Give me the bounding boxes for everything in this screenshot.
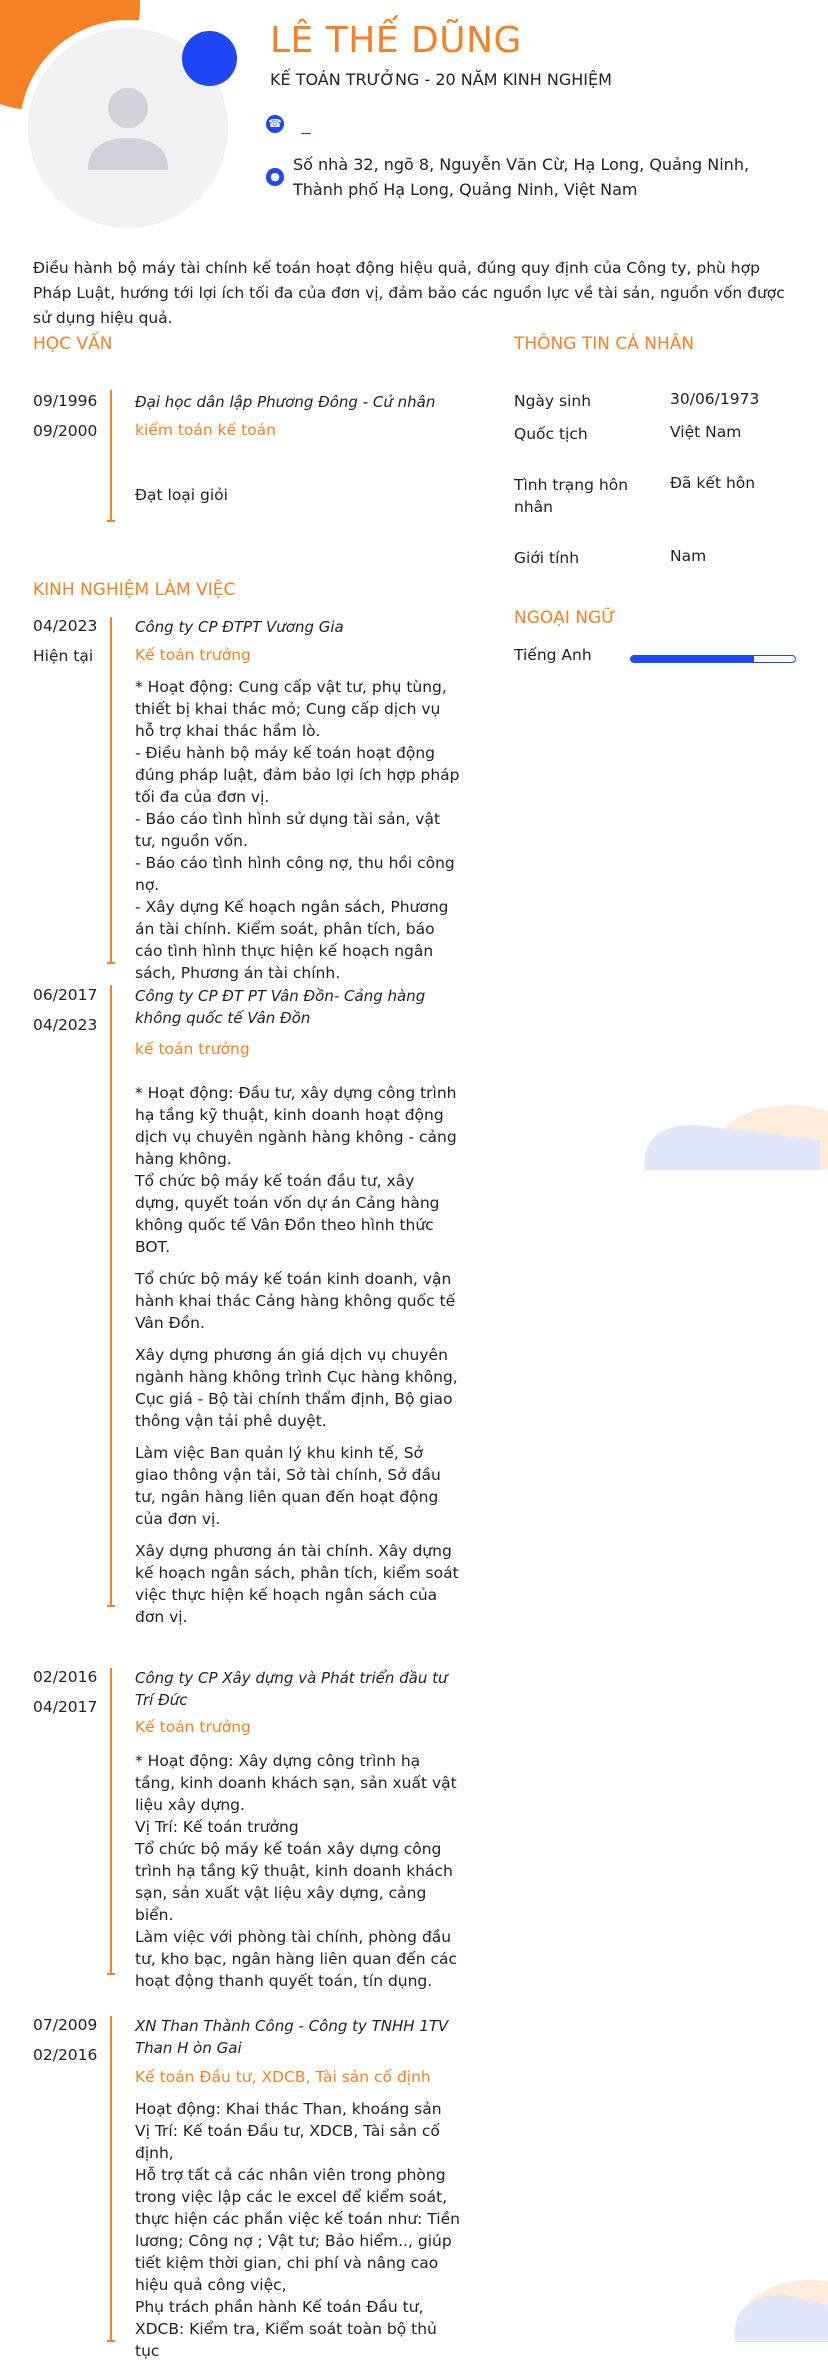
language-name: Tiếng Anh bbox=[514, 646, 592, 664]
info-label-gender: Giới tính bbox=[514, 549, 580, 567]
info-label-birthdate: Ngày sinh bbox=[514, 392, 592, 410]
address: Số nhà 32, ngõ 8, Nguyễn Văn Cừ, Hạ Long, Quảng Ninh, Thành phố Hạ Long, Quảng Ninh, Việt Nam bbox=[293, 155, 750, 199]
job-1-line: - Xây dựng Kế hoạch ngân sách, Phương án tài chính. Kiểm soát, phân tích, báo cáo tình hình thực hiện kế hoạch ngân sách, Phương án tài chính. bbox=[135, 898, 449, 982]
job-4-company: XN Than Thành Công - Công ty TNHH 1TV Than H òn Gai bbox=[135, 2017, 449, 2057]
job-1-start-date: 04/2023 bbox=[33, 617, 98, 635]
info-value-gender: Nam bbox=[670, 547, 707, 565]
info-label-nationality: Quốc tịch bbox=[514, 425, 588, 443]
job-2-paragraph: Làm việc Ban quản lý khu kinh tế, Sở giao thông vận tải, Sở tài chính, Sở đầu tư, ngân hàng liên quan đến hoạt động của đơn vị. bbox=[135, 1444, 441, 1528]
avatar-placeholder-icon bbox=[78, 78, 178, 178]
personal-info-heading: THÔNG TIN CÁ NHÂN bbox=[514, 334, 695, 354]
job-1-line: - Điều hành bộ máy kế toán hoạt động đúng pháp luật, đảm bảo lợi ích hợp pháp tối đa của đơn vị. bbox=[135, 744, 460, 806]
phone-link[interactable] bbox=[301, 133, 311, 134]
job-2-paragraph: Tổ chức bộ máy kế toán kinh doanh, vận hành khai thác Cảng hàng không quốc tế Vân Đồn. bbox=[135, 1270, 456, 1332]
candidate-role: KẾ TOÁN TRƯỞNG - 20 NĂM KINH NGHIỆM bbox=[270, 70, 612, 89]
candidate-name: LÊ THẾ DŨNG bbox=[270, 20, 522, 61]
job-2-timeline bbox=[110, 985, 112, 1605]
job-2-paragraph: Xây dựng phương án giá dịch vụ chuyên ngành hàng không trình Cục hàng không, Cục giá - Bộ tài chính thẩm định, Bộ giao thông vận tải phê duyệt. bbox=[135, 1346, 458, 1430]
job-4-end-date: 02/2016 bbox=[33, 2046, 98, 2064]
education-start-date: 09/1996 bbox=[33, 392, 98, 410]
job-2-paragraph: Xây dựng phương án tài chính. Xây dựng kế hoạch ngân sách, phân tích, kiểm soát việc thực hiện kế hoạch ngân sách của đơn vị. bbox=[135, 1542, 459, 1626]
job-2-end-date: 04/2023 bbox=[33, 1016, 98, 1034]
education-heading: HỌC VẤN bbox=[33, 334, 113, 354]
job-1-end-date: Hiện tại bbox=[33, 647, 94, 665]
languages-heading: NGOẠI NGỮ bbox=[514, 608, 616, 628]
job-4-start-date: 07/2009 bbox=[33, 2016, 98, 2034]
info-label-marital-status: Tình trạng hôn nhân bbox=[514, 476, 629, 516]
info-value-marital-status: Đã kết hôn bbox=[670, 474, 756, 492]
location-icon: ● bbox=[266, 168, 284, 186]
job-2-start-date: 06/2017 bbox=[33, 986, 98, 1004]
job-3-description: * Hoạt động: Xây dựng công trình hạ tầng, kinh doanh khách sạn, sản xuất vật liệu xây dựng. Vị Trí: Kế toán trưởng Tổ chức bộ máy kế toán xây dựng công trình hạ tầng kỹ thuật, kinh doanh khách sạn, sản xuất vật liệu xây dựng, cảng biển. Làm việc với phòng tài chính, phòng đầu tư, kho bạc, ngân hàng liên quan đến các hoạt động thanh quyết toán, tín dụng. bbox=[135, 1752, 457, 1990]
education-note: Đạt loại giỏi bbox=[135, 486, 228, 504]
job-1-position: Kế toán trưởng bbox=[135, 646, 251, 664]
job-1-description bbox=[135, 676, 460, 984]
education-timeline bbox=[110, 390, 112, 520]
job-3-company: Công ty CP Xây dựng và Phát triển đầu tư Trí Đức bbox=[135, 1669, 448, 1709]
phone-icon: ☎ bbox=[266, 115, 284, 133]
job-1-timeline bbox=[110, 617, 112, 962]
job-3-end-date: 04/2017 bbox=[33, 1698, 98, 1716]
info-value-nationality: Việt Nam bbox=[670, 423, 742, 441]
job-1-line: * Hoạt động: Cung cấp vật tư, phụ tùng, thiết bị khai thác mỏ; Cung cấp dịch vụ hỗ trợ khai thác hầm lò. bbox=[135, 678, 447, 740]
decorative-blob-1 bbox=[640, 1100, 828, 1170]
job-2-paragraph: * Hoạt động: Đầu tư, xây dựng công trình hạ tầng kỹ thuật, kinh doanh hoạt động dịch vụ chuyên ngành hàng không - cảng hàng không. Tổ chức bộ máy kế toán đầu tư, xây dựng, quyết toán vốn dự án Cảng hàng không quốc tế Vân Đồn theo hình thức BOT. bbox=[135, 1084, 457, 1256]
decorative-blob-2 bbox=[730, 2270, 828, 2342]
job-1-company: Công ty CP ĐTPT Vương Gia bbox=[135, 618, 344, 636]
job-2-company: Công ty CP ĐT PT Vân Đồn- Cảng hàng không quốc tế Vân Đồn bbox=[135, 987, 426, 1027]
education-major: kiểm toán kế toán bbox=[135, 421, 276, 439]
info-value-birthdate: 30/06/1973 bbox=[670, 390, 760, 408]
experience-heading: KINH NGHIỆM LÀM VIỆC bbox=[33, 580, 236, 600]
job-1-line: - Báo cáo tình hình sử dụng tài sản, vật tư, nguồn vốn. bbox=[135, 810, 441, 850]
job-3-position: Kế toán trưởng bbox=[135, 1718, 251, 1736]
decorative-blue-circle bbox=[182, 31, 237, 86]
language-level-bar bbox=[630, 655, 796, 663]
job-4-description: Hoạt động: Khai thác Than, khoáng sản Vị Trí: Kế toán Đầu tư, XDCB, Tài sản cố định, Hỗ trợ tất cả các nhân viên trong phòng trong việc lập các le excel để kiểm soát, thực hiện các phần việc kế toán như: Tiền lương; Công nợ ; Vật tư; Bảo hiểm.., giúp tiết kiệm thời gian, chi phí và nâng cao hiệu quả công việc, Phụ trách phần hành Kế toán Đầu tư, XDCB: Kiểm tra, Kiểm soát toàn bộ thủ tục bbox=[135, 2100, 460, 2360]
education-school: Đại học dân lập Phương Đông - Cử nhân bbox=[135, 393, 436, 411]
career-summary: Điều hành bộ máy tài chính kế toán hoạt động hiệu quả, đúng quy định của Công ty, phù hợp Pháp Luật, hướng tới lợi ích tối đa của đơn vị, đảm bảo các nguồn lực về tài sản, nguồn vốn được sử dụng hiệu quả. bbox=[33, 259, 785, 327]
job-2-description bbox=[135, 1082, 460, 1638]
education-end-date: 09/2000 bbox=[33, 422, 98, 440]
job-2-position: kế toán trưởng bbox=[135, 1040, 250, 1058]
job-3-timeline bbox=[110, 1668, 112, 1973]
language-level-fill bbox=[631, 656, 754, 662]
job-4-timeline bbox=[110, 2016, 112, 2340]
job-1-line: - Báo cáo tình hình công nợ, thu hồi công nợ. bbox=[135, 854, 455, 894]
job-4-position: Kế toán Đầu tư, XDCB, Tài sản cố định bbox=[135, 2068, 431, 2086]
job-3-start-date: 02/2016 bbox=[33, 1668, 98, 1686]
